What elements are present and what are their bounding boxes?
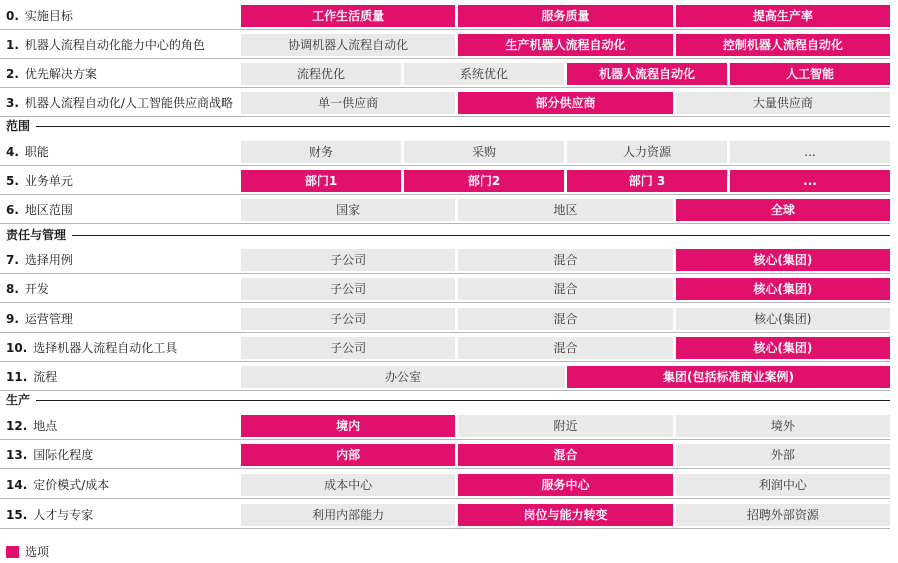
option-cell: 国家 [241,199,455,221]
option-cell: 子公司 [241,249,455,271]
row-number: 3. [6,96,19,110]
row-label [6,90,233,116]
matrix-row [0,335,898,361]
row-label [6,306,73,332]
row-label [6,32,205,58]
option-cell: 混合 [458,308,672,330]
row-label-text: 人才与专家 [33,508,94,522]
option-cell-selected: 提高生产率 [676,5,890,27]
option-cell-selected: 部门 3 [567,170,727,192]
option-cell-selected: 岗位与能力转变 [458,504,672,526]
option-cell: 招聘外部资源 [676,504,890,526]
option-cell-selected: 核心(集团) [676,337,890,359]
row-label-text: 职能 [24,145,49,159]
row-separator [0,87,890,88]
option-cell-selected: 服务中心 [458,474,672,496]
option-cell-selected: 核心(集团) [676,249,890,271]
legend-swatch [6,546,19,558]
matrix-row [0,3,898,29]
section-title: 责任与管理 [6,226,72,244]
matrix-row [0,442,898,468]
row-label-text: 地点 [33,419,58,433]
section-title: 生产 [6,391,36,409]
row-separator [0,58,890,59]
row-separator [0,194,890,195]
row-separator [0,223,890,224]
option-cell: 地区 [458,199,672,221]
matrix-row [0,61,898,87]
option-cell-selected: 部分供应商 [458,92,672,114]
row-label [6,3,73,29]
row-label-text: 选择机器人流程自动化工具 [33,341,178,355]
matrix-row [0,197,898,223]
row-number: 13. [6,448,28,462]
option-cell-selected: 生产机器人流程自动化 [458,34,672,56]
option-cell-selected: 核心(集团) [676,278,890,300]
option-cell: 子公司 [241,278,455,300]
row-number: 1. [6,38,19,52]
row-number: 7. [6,253,19,267]
option-cell-selected: 部门1 [241,170,401,192]
row-number: 2. [6,67,19,81]
row-label [6,276,49,302]
option-cell-selected: 服务质量 [458,5,672,27]
row-separator [0,165,890,166]
matrix-row [0,139,898,165]
option-cell: 核心(集团) [676,308,890,330]
row-label [6,61,97,87]
row-label [6,472,109,498]
row-number: 8. [6,282,19,296]
row-number: 12. [6,419,28,433]
section-rule [6,235,890,236]
row-number: 5. [6,174,19,188]
option-cell: 流程优化 [241,63,401,85]
row-label [6,335,177,361]
section-rule [6,126,890,127]
row-number: 15. [6,508,28,522]
option-cell: 成本中心 [241,474,455,496]
row-label [6,364,57,390]
option-cell-selected: 全球 [676,199,890,221]
matrix-row [0,247,898,273]
option-cell-selected: 工作生活质量 [241,5,455,27]
row-number: 10. [6,341,28,355]
section-rule [6,400,890,401]
option-cell: 子公司 [241,308,455,330]
legend-label: 选项 [25,545,50,559]
row-number: 6. [6,203,19,217]
matrix-row [0,413,898,439]
option-cell: 附近 [458,415,672,437]
option-cell: 系统优化 [404,63,564,85]
row-label [6,442,93,468]
row-label [6,168,73,194]
matrix-row [0,276,898,302]
option-cell: 境外 [676,415,890,437]
option-cell-selected: 人工智能 [730,63,890,85]
matrix-row [0,502,898,528]
option-cell: 利用内部能力 [241,504,455,526]
row-label-text: 实施目标 [24,9,73,23]
row-label-text: 运营管理 [24,312,73,326]
row-number: 4. [6,145,19,159]
option-cell: 协调机器人流程自动化 [241,34,455,56]
matrix-row [0,90,898,116]
option-cell: 混合 [458,337,672,359]
row-separator [0,361,890,362]
option-cell-selected: 机器人流程自动化 [567,63,727,85]
section-header [6,226,890,244]
section-header [6,117,890,135]
matrix-row [0,472,898,498]
option-cell-selected: 境内 [241,415,455,437]
option-cell: 办公室 [241,366,565,388]
option-cell-selected: 混合 [458,444,672,466]
option-cell: 单一供应商 [241,92,455,114]
row-separator [0,273,890,274]
option-cell: 利润中心 [676,474,890,496]
row-label-text: 选择用例 [24,253,73,267]
row-label [6,247,73,273]
row-number: 14. [6,478,28,492]
row-label-text: 定价模式/成本 [33,478,110,492]
section-title: 范围 [6,117,36,135]
row-label-text: 国际化程度 [33,448,94,462]
option-cell: 财务 [241,141,401,163]
matrix-row [0,364,898,390]
row-separator [0,439,890,440]
row-separator [0,528,890,529]
row-number: 9. [6,312,19,326]
row-label-text: 流程 [33,370,58,384]
option-cell: 混合 [458,249,672,271]
option-cell: 人力资源 [567,141,727,163]
option-cell-selected: 部门2 [404,170,564,192]
row-separator [0,29,890,30]
row-number: 11. [6,370,28,384]
row-separator [0,302,890,303]
row-separator [0,468,890,469]
option-cell-selected: ... [730,170,890,192]
row-separator [0,332,890,333]
row-label-text: 机器人流程自动化/人工智能供应商战略 [24,96,233,110]
option-cell-selected: 控制机器人流程自动化 [676,34,890,56]
option-cell: 子公司 [241,337,455,359]
option-cell: 混合 [458,278,672,300]
option-cell: 外部 [676,444,890,466]
option-cell-selected: 集团(包括标准商业案例) [567,366,890,388]
row-label-text: 地区范围 [24,203,73,217]
row-label [6,413,57,439]
option-cell: ... [730,141,890,163]
matrix-row [0,306,898,332]
section-header [6,391,890,409]
row-label [6,502,93,528]
option-cell: 采购 [404,141,564,163]
option-cell: 大量供应商 [676,92,890,114]
row-label-text: 业务单元 [24,174,73,188]
row-label-text: 优先解决方案 [24,67,97,81]
matrix-row [0,32,898,58]
row-label-text: 开发 [24,282,49,296]
row-separator [0,498,890,499]
row-label-text: 机器人流程自动化能力中心的角色 [24,38,205,52]
option-cell-selected: 内部 [241,444,455,466]
matrix-row [0,168,898,194]
row-label [6,139,49,165]
row-label [6,197,73,223]
row-number: 0. [6,9,19,23]
